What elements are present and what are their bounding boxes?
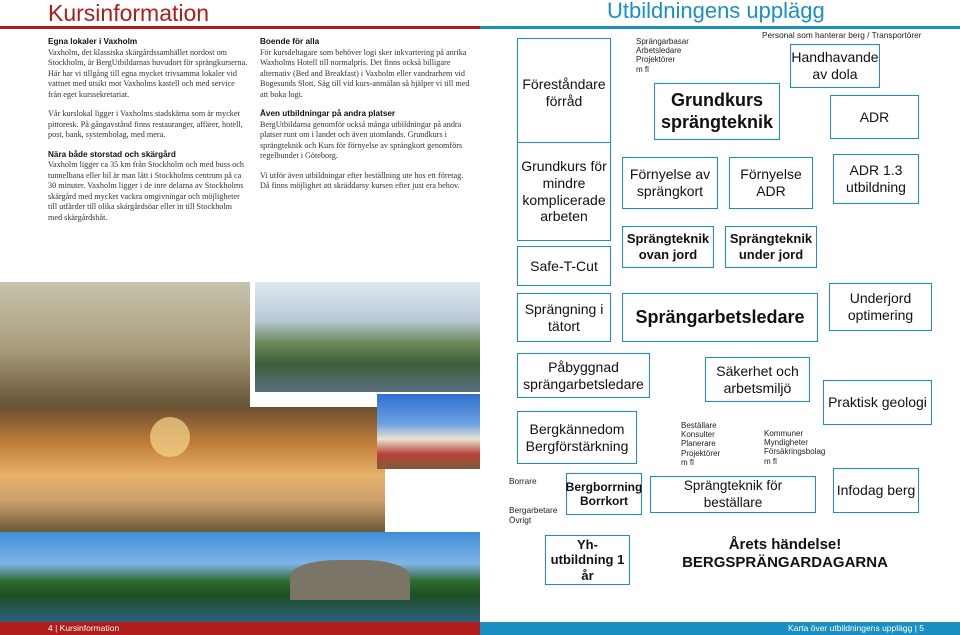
box-forestandare-forrad: Föreståndare förråd bbox=[517, 38, 611, 148]
left-title-rule bbox=[0, 26, 480, 29]
box-sprangteknik-bestallare: Sprängteknik för beställare bbox=[650, 476, 816, 513]
box-pabyggnad: Påbyggnad sprängarbetsledare bbox=[517, 353, 650, 398]
box-sprangning-tatort: Sprängning i tätort bbox=[517, 293, 611, 342]
box-fornyelse-sprangkort: Förnyelse av sprängkort bbox=[622, 157, 718, 209]
box-handhavande: Handhavande av dola bbox=[790, 44, 880, 88]
photo-hotel bbox=[377, 394, 480, 469]
heading-nara-storstad: Nära både storstad och skärgård bbox=[48, 149, 176, 159]
fortress-shape bbox=[290, 560, 410, 600]
paragraph-bestallning: Vi utför även utbildningar efter beställning ute hos ett företag. Då finns möjlighet att skräddarsy kursen efter just era behov. bbox=[260, 170, 464, 190]
heading-boende: Boende för alla bbox=[260, 37, 320, 46]
box-adr: ADR bbox=[830, 95, 919, 139]
box-praktisk-geologi: Praktisk geologi bbox=[823, 380, 932, 425]
footer-left: 4 | Kursinformation bbox=[0, 622, 480, 635]
label-borrare: Borrare bbox=[509, 476, 537, 486]
box-adr-1-3: ADR 1.3 utbildning bbox=[833, 154, 919, 204]
box-sprangteknik-ovan-jord: Sprängteknik ovan jord bbox=[622, 226, 714, 268]
box-yh-utbildning: Yh-utbildning 1 år bbox=[545, 535, 630, 585]
box-sprangteknik-under-jord: Sprängteknik under jord bbox=[725, 226, 817, 268]
paragraph-boende: För kursdeltagare som behöver logi sker inkvartering på anrika Waxholms Hotell till normalpris. Det finns också billigare alternativ (Bed and Breakfast) i Vaxholm eller vandrarhem vid Bogesunds Slott. Säg till vid kurs-anmälan så hjälper vi till med att boka logi. bbox=[260, 47, 470, 99]
label-kommuner: Kommuner Myndigheter Försäkringsbolag m fl bbox=[764, 429, 826, 466]
sun-glow bbox=[150, 417, 190, 457]
paragraph-andra-platser: BergUtbildarna genomför också många utbildningar på andra platser runt om i landet och även utomlands. Grundkurs i sprängteknik och Kurs för förnyelse av sprängkort genomförs regelbundet i Göteborg. bbox=[260, 119, 463, 160]
heading-andra-platser: Även utbildningar på andra platser bbox=[260, 109, 396, 118]
right-page-title: Utbildningens upplägg bbox=[607, 0, 825, 23]
box-sakerhet-arbetsmiljo: Säkerhet och arbetsmiljö bbox=[705, 357, 810, 402]
left-page-title: Kursinformation bbox=[48, 0, 210, 26]
paragraph-vaxholm: Vaxholm, det klassiska skärgårdssamhället nordost om Stockholm, är BergUtbildarnas huvudort för sprängkurserna. Här har vi tillgång till egna mycket trivsamma lokaler vid vattnet med utsikt mot Vaxholms kastell och med service från eget kurssekretariat. bbox=[48, 47, 248, 99]
label-personal: Personal som hanterar berg / Transportörer bbox=[762, 30, 922, 40]
box-grundkurs-mindre: Grundkurs för mindre komplicerade arbeten bbox=[517, 142, 611, 241]
box-safe-t-cut: Safe-T-Cut bbox=[517, 246, 611, 286]
label-sprangarbasar: Sprängarbasar Arbetsledare Projektörer m fl bbox=[636, 37, 689, 74]
box-grundkurs-sprangteknik: Grundkurs sprängteknik bbox=[654, 83, 780, 140]
box-underjord-optimering: Underjord optimering bbox=[829, 283, 932, 331]
box-fornyelse-adr: Förnyelse ADR bbox=[729, 157, 813, 209]
label-bergarbetare: Bergarbetare Övrigt bbox=[509, 505, 558, 525]
left-text-column-2 bbox=[260, 37, 470, 201]
box-bergkannedom: Bergkännedom Bergförstärkning bbox=[517, 411, 637, 464]
photo-fortress bbox=[0, 532, 480, 622]
paragraph-kurslokal: Vår kurslokal ligger i Vaxholms stadskärna som är mycket pittoresk. På gångavstånd finns restauranger, affärer, hotell, post, bank, systembolag, med mera. bbox=[48, 109, 243, 139]
box-bergborrning: Bergborrning Borrkort bbox=[566, 473, 642, 515]
left-text-column-1 bbox=[48, 37, 248, 232]
photo-collage bbox=[0, 282, 480, 622]
heading-egna-lokaler: Egna lokaler i Vaxholm bbox=[48, 37, 138, 46]
box-arets-handelse: Årets händelse! BERGSPRÄNGARDAGARNA bbox=[645, 530, 925, 577]
photo-harbor-town bbox=[255, 282, 480, 392]
box-sprangarbetsledare: Sprängarbetsledare bbox=[622, 293, 818, 342]
footer-right: Karta över utbildningens upplägg | 5 bbox=[480, 622, 960, 635]
paragraph-lage: Vaxholm ligger ca 35 km från Stockholm och med buss och tunnelbana eller bil är man lätt i Stockholms centrum på ca 30 minuter. Vaxholm ligger i de inre delarna av Stockholms skärgård med mycket vackra omgivningar och möjligheter till utfärder till olika skärgårdsöar eller in till Stockholm med skärgårdsbåt. bbox=[48, 160, 245, 222]
box-infodag-berg: Infodag berg bbox=[833, 468, 919, 513]
right-title-rule bbox=[480, 26, 960, 29]
photo-misty-sea bbox=[0, 407, 385, 532]
label-bestallare: Beställare Konsulter Planerare Projektörer m fl bbox=[681, 421, 721, 467]
